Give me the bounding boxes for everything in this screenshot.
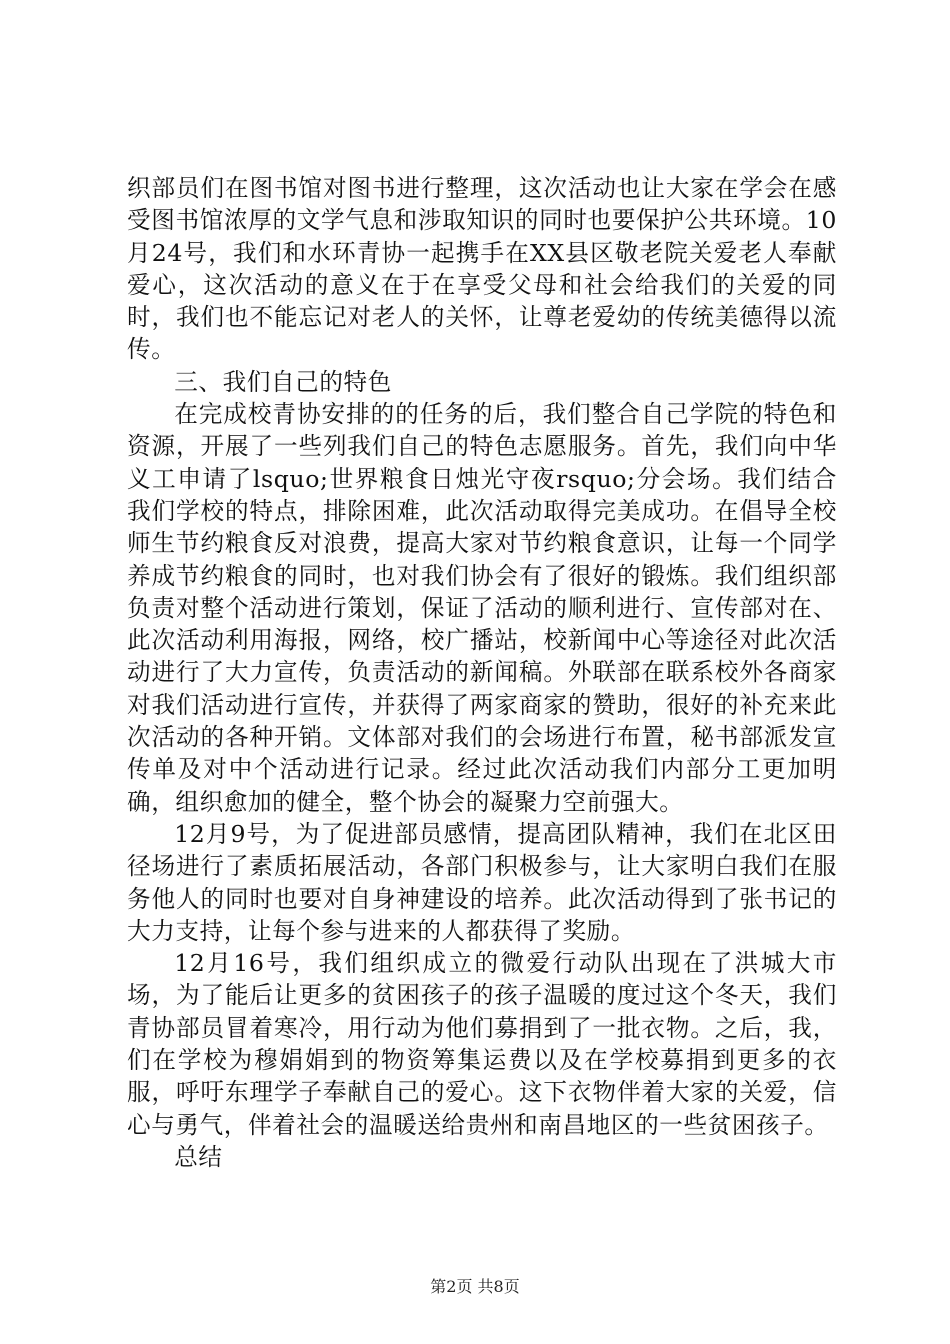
paragraph-quality-expansion: 12月9号，为了促进部员感情，提高团队精神，我们在北区田径场进行了素质拓展活动，各部门积极参与，让大家明白我们在服务他人的同时也要对自身神建设的培养。此次活动得到了张书记的大力支持，让每个参与进来的人都获得了奖励。 [127, 819, 837, 945]
page-number-footer: 第2页 共8页 [430, 1277, 520, 1296]
paragraph-volunteer-activities: 织部员们在图书馆对图书进行整理，这次活动也让大家在学会在感受图书馆浓厚的文学气息和涉取知识的同时也要保护公共环境。10月24号，我们和水环青协一起携手在XX县区敬老院关爱老人奉献爱心，这次活动的意义在于在享受父母和社会给我们的关爱的同时，我们也不能忘记对老人的关怀，让尊老爱幼的传统美德得以流传。 [127, 174, 837, 364]
section-heading-our-features: 三、我们自己的特色 [174, 367, 392, 396]
paragraph-feature-services: 在完成校青协安排的的任务的后，我们整合自己学院的特色和资源，开展了一些列我们自己的特色志愿服务。首先，我们向中华义工申请了lsquo;世界粮食日烛光守夜rsquo;分会场。我们结合我们学校的特点，排除困难，此次活动取得完美成功。在倡导全校师生节约粮食反对浪费，提高大家对节约粮食意识，让每一个同学养成节约粮食的同时，也对我们协会有了很好的锻炼。我们组织部负责对整个活动进行策划，保证了活动的顺利进行、宣传部对在、此次活动利用海报，网络，校广播站，校新闻中心等途径对此次活动进行了大力宣传，负责活动的新闻稿。外联部在联系校外各商家对我们活动进行宣传，并获得了两家商家的赞助，很好的补充来此次活动的各种开销。文体部对我们的会场进行布置，秘书部派发宣传单及对中个活动进行记录。经过此次活动我们内部分工更加明确，组织愈加的健全，整个协会的凝聚力空前强大。 [127, 400, 837, 816]
paragraph-micro-love-team: 12月16号，我们组织成立的微爱行动队出现在了洪城大市场，为了能后让更多的贫困孩子的孩子温暖的度过这个冬天，我们青协部员冒着寒冷，用行动为他们募捐到了一批衣物。之后，我，们在学校为穆娟娟到的物资筹集运费以及在学校募捐到更多的衣服，呼吁东理学子奉献自己的爱心。这下衣物伴着大家的关爱，信心与勇气，伴着社会的温暖送给贵州和南昌地区的一些贫困孩子。 [127, 949, 837, 1139]
section-heading-summary: 总结 [174, 1142, 223, 1171]
document-body [127, 172, 837, 1173]
